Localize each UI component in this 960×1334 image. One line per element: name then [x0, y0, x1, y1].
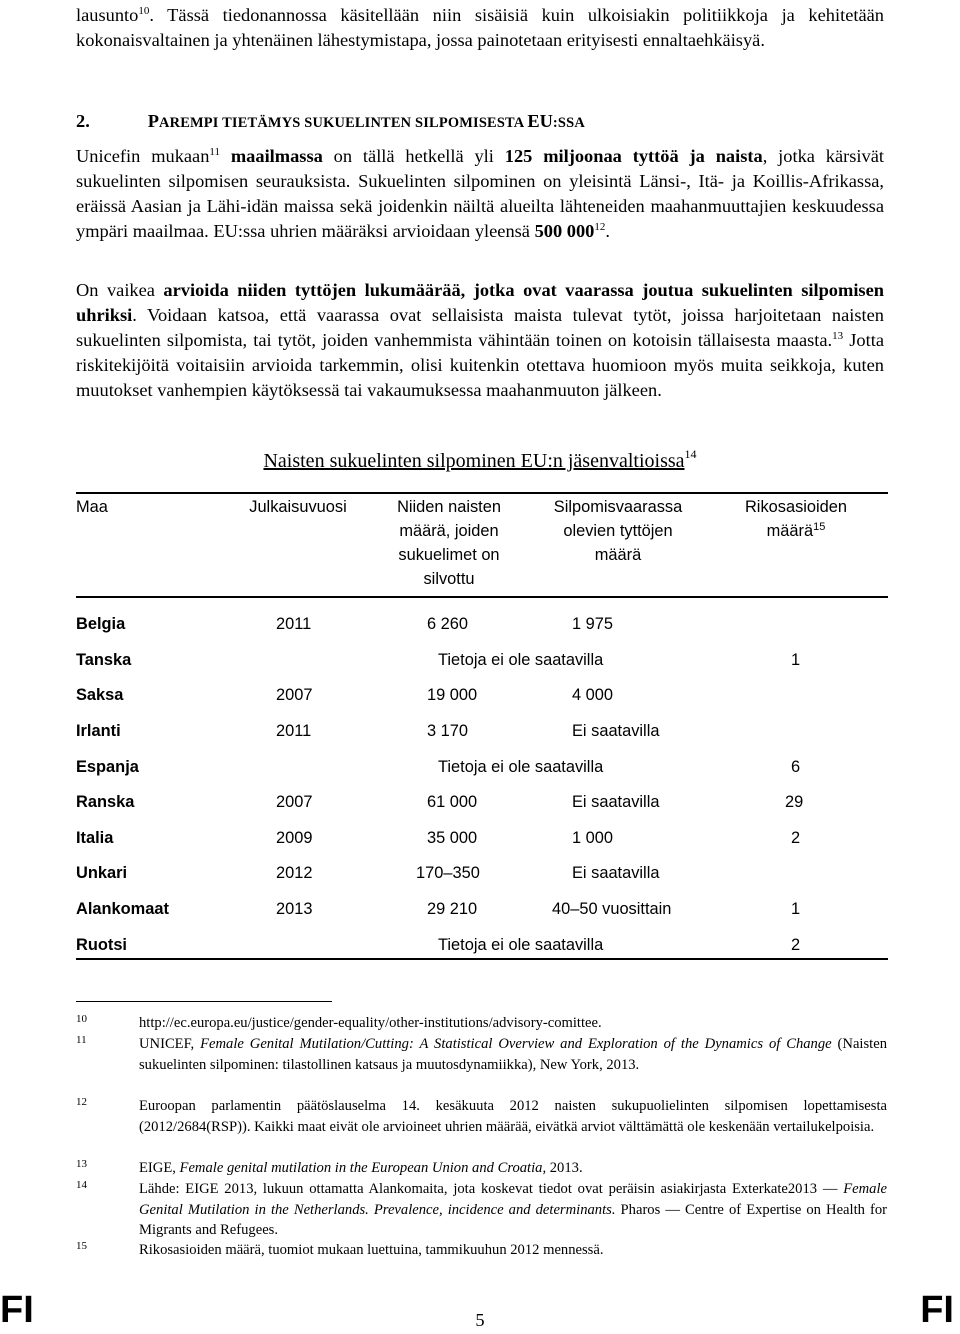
- table-row: Ruotsi Tietoja ei ole saatavilla 2: [76, 936, 801, 954]
- footnote-ref-13[interactable]: 13: [832, 330, 844, 342]
- footnote-ref-14[interactable]: 14: [684, 447, 697, 461]
- table-row: Italia 2009 35 000 1 000 2: [76, 829, 801, 847]
- table-top-rule: [76, 492, 888, 494]
- table-row: Irlanti 2011 3 170 Ei saatavilla: [76, 722, 660, 740]
- table-row: Tanska Tietoja ei ole saatavilla 1: [76, 651, 801, 669]
- section-number: 2.: [76, 111, 90, 131]
- footnote-ref-15[interactable]: 15: [813, 521, 826, 533]
- table-header-rule: [76, 596, 888, 598]
- header-country: Maa: [76, 498, 108, 516]
- footnote-ref-11[interactable]: 11: [209, 146, 221, 158]
- table-row: Ranska 2007 61 000 Ei saatavilla 29: [76, 793, 804, 811]
- paragraph-risk: On vaikea arvioida niiden tyttöjen lukumäärää, jotka ovat vaarassa joutua sukuelinten silpomisen uhriksi. Voidaan katsoa, että vaarassa ovat sellaisista maista tulevat tytöt, joissa harjoitetaan naisten sukuelinten silpomista, tai tytöt, joiden vanhemmista vähintään toinen on kotoisin tällaisesta maasta.$^{13}$ Jotta riskitekijöitä voitaisiin arvioida tarkemmin, olisi kuitenkin otettava huomioon myös muita seikkoja, kuten muutokset vanhempien käytöksessä tai vakaumuksessa maahanmuuton jälkeen.: [76, 280, 884, 400]
- header-crimes: Rikosasioiden määrä$^{15}$: [744, 498, 848, 540]
- footnote-ref-10[interactable]: 10: [138, 5, 150, 17]
- table-title: Naisten sukuelinten silpominen EU:n jäsenvaltioissa$^{14}$: [263, 447, 697, 472]
- header-estimate: Niiden naisten määrä, joiden sukuelimet on silvottu: [397, 498, 501, 588]
- section-heading: 2. PAREMPI TIETÄMYS SUKUELINTEN SILPOMISESTA EU:SSA: [76, 111, 585, 131]
- table-bottom-rule: [76, 958, 888, 960]
- table-row: Espanja Tietoja ei ole saatavilla 6: [76, 758, 801, 776]
- footer-language-right: FI: [920, 1289, 954, 1331]
- footnote-link[interactable]: http://ec.europa.eu/justice/gender-equality/other-institutions/advisory-comittee.: [139, 1015, 602, 1031]
- document-page: lausunto$^{10}$. Tässä tiedonannossa käsitellään niin sisäisiä kuin ulkoisiakin politiikkoja ja kehitetään kokonaisvaltainen ja yhtenäinen lähestymistapa, jossa painotetaan erityisesti ennaltaehkäisyä. 2. PAREMPI TIETÄMYS SUKUELINTEN SILPOMISESTA EU:SSA Unicefin mukaan$^{11}$ maailmassa on tällä hetkellä yli 125 miljoonaa tyttöä ja naista, jotka kärsivät sukuelinten silpomisen seurauksista. Sukuelinten silpominen on yleisintä Länsi-, Itä- ja Koillis-Afrikassa, eräissä Aasian ja Lähi-idän maissa sekä joidenkin näiltä alueilta lähteneiden maahanmuuttajien keskuudessa ympäri maailmaa. EU:ssa uhrien määräksi arvioidaan yleensä 500 $000^{12}$. On vaikea arvioida niiden tyttöjen lukumäärää, jotka ovat vaarassa joutua sukuelinten silpomisen uhriksi. Voidaan katsoa, että vaarassa ovat sellaisista maista tulevat tytöt, joissa harjoitetaan naisten sukuelinten silpomista, tai tytöt, joiden vanhemmista vähintään toinen on kotoisin tällaisesta maasta.$^{13}$ Jotta riskitekijöitä voitaisiin arvioida tarkemmin, olisi kuitenkin otettava huomioon myös muita seikkoja, kuten muutokset vanhempien käytöksessä tai vakaumuksessa maahanmuuton jälkeen. Naisten sukuelinten silpominen EU:n jäsenvaltioissa$^{14}$ Maa Julkaisuvuosi Niiden naisten määrä, joiden sukuelimet on silvottu Silpomisvaarassa olevien tyttöjen määrä Rikosasioiden määrä$^{15}$ Belgia 2011 6 260 1 975 Tanska Tietoja ei ole saatavilla 1 Saksa 2007 19 000 4 000 Irlanti 2011 3 170 Ei saatavilla Espanja Tietoja ei ole saatavilla 6 Ranska 2007 61 000 Ei saatavilla 29 Italia 2009 35 000 1 000 2 Unkari 2012 170–350 Ei saatavilla Alankomaat 2013 29 210 40–50 vuosittain 1 Ruotsi Tietoja ei ole saatavilla 2 10 http://ec.europa.eu/justice/gender-equality/other-institutions/advisory-comittee. 11 UNICEF, Female Genital Mutilation/Cutting: A Statistical Overview and Exploration of the Dynamics of Change (Naisten sukuelinten silpominen: tilastollinen katsaus ja muutosdynamiikka), New York, 2013. 12 Euroopan parlamentin päätöslauselma 14. kesäkuuta 2012 naisten sukupuolielinten silpomisen lopettamisesta (2012/2684(RSP)). Kaikki maat eivät ole arvioineet uhrien määrää, eivätkä arviot välttämättä ole keskenään vertailukelpoisia. 13 EIGE, Female genital mutilation in the European Union and Croatia, 2013. 14 Lähde: EIGE 2013, lukuun ottamatta Alankomaita, jota koskevat tiedot ovat peräisin asiakirjasta Exterkate2013 — Female Genital Mutilation in the Netherlands. Prevalence, incidence and determinants. Pharos — Centre of Expertise on Health for Migrants and Refugees. 15 Rikosasioiden määrä, tuomiot mukaan luettuina, tammikuuhun 2012 mennessä. FI 5 FI: [0, 0, 960, 1334]
- footnote-separator: [76, 1001, 332, 1002]
- footnote-ref-12[interactable]: 12: [594, 221, 606, 233]
- header-year: Julkaisuvuosi: [249, 498, 347, 516]
- table-row: Belgia 2011 6 260 1 975: [76, 615, 614, 633]
- footer-language-left: FI: [0, 1289, 34, 1331]
- table-row: Unkari 2012 170–350 Ei saatavilla: [76, 864, 660, 882]
- table-row: Saksa 2007 19 000 4 000: [76, 686, 614, 704]
- page-number: 5: [475, 1310, 485, 1330]
- paragraph-prevalence: Unicefin mukaan$^{11}$ maailmassa on tällä hetkellä yli 125 miljoonaa tyttöä ja naista, jotka kärsivät sukuelinten silpomisen seurauksista. Sukuelinten silpominen on yleisintä Länsi-, Itä- ja Koillis-Afrikassa, eräissä Aasian ja Lähi-idän maissa sekä joidenkin näiltä alueilta lähteneiden maahanmuuttajien keskuudessa ympäri maailmaa. EU:ssa uhrien määräksi arvioidaan yleensä 500 $000^{12}$.: [76, 146, 885, 241]
- header-at-risk: Silpomisvaarassa olevien tyttöjen määrä: [553, 498, 683, 564]
- table-row: Alankomaat 2013 29 210 40–50 vuosittain 1: [76, 900, 801, 918]
- intro-paragraph: lausunto$^{10}$. Tässä tiedonannossa käsitellään niin sisäisiä kuin ulkoisiakin politiikkoja ja kehitetään kokonaisvaltainen ja yhtenäinen lähestymistapa, jossa painotetaan erityisesti ennaltaehkäisyä.: [76, 5, 884, 50]
